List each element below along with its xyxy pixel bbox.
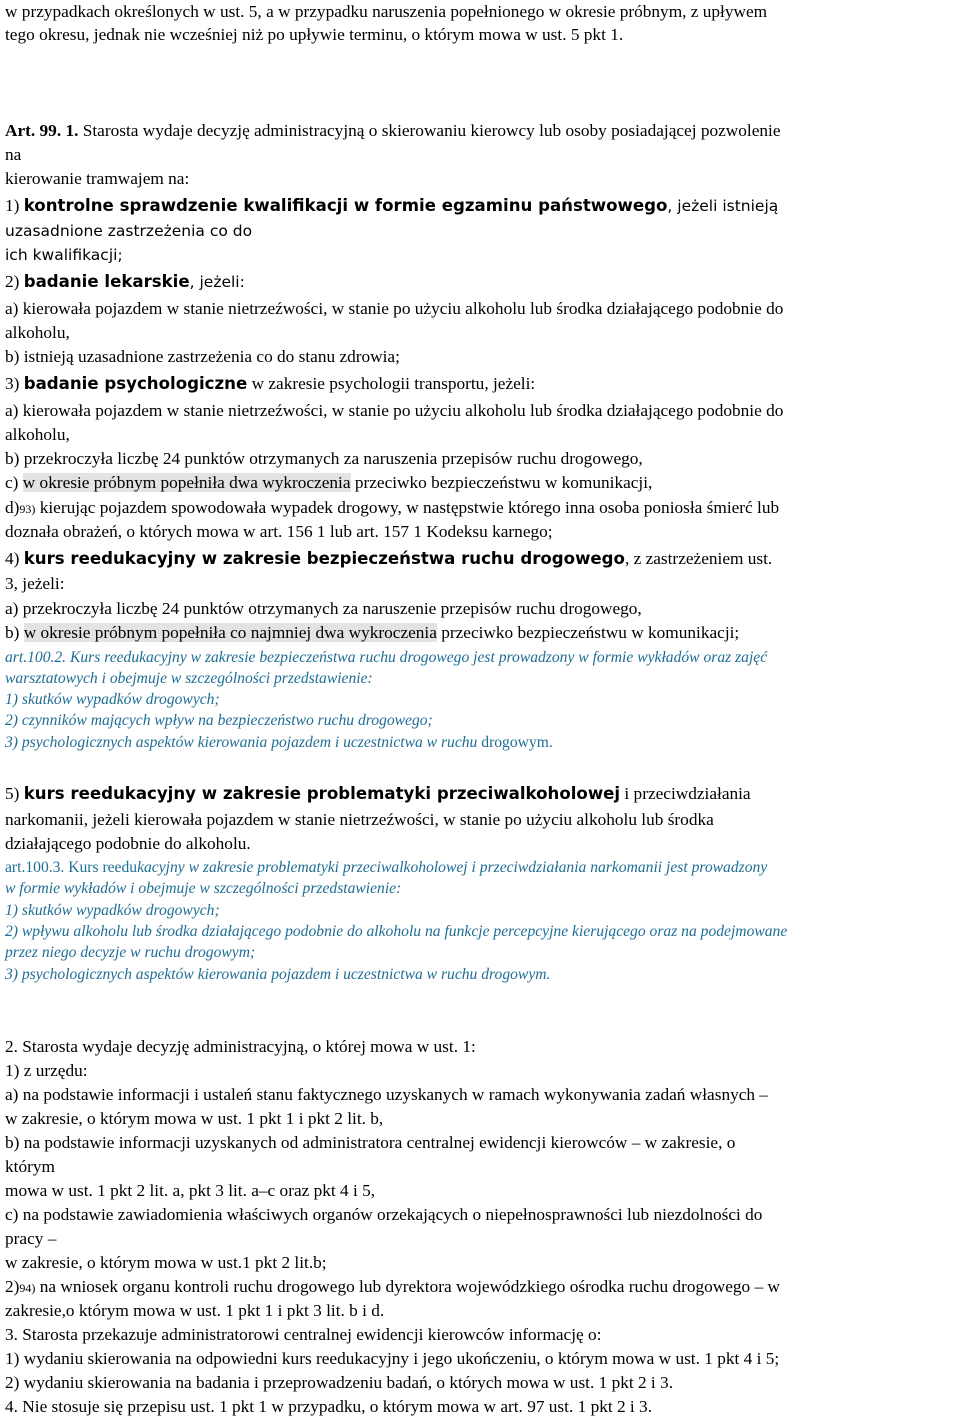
text-line: b) na podstawie informacji uzyskanych od administratora centralnej ewidencji kierowców – w zakresie, o [5, 1133, 736, 1152]
text-line: a) na podstawie informacji i ustaleń stanu faktycznego uzyskanych w ramach wykonywania zadań własnych – [5, 1085, 768, 1104]
text-line: b) przekroczyła liczbę 24 punktów otrzymanych za naruszenia przepisów ruchu drogowego, [5, 449, 643, 468]
text-line: tego okresu, jednak nie wcześniej niż po upływie terminu, o którym mowa w ust. 5 pkt 1. [5, 25, 624, 44]
text-line: w zakresie, o którym mowa w ust. 1 pkt 1 i pkt 2 lit. b, [5, 1109, 384, 1128]
list-marker: 2) [5, 1277, 20, 1296]
text-fragment: przeciwko bezpieczeństwu w komunikacji; [436, 623, 740, 642]
text-line: doznała obrażeń, o których mowa w art. 156 1 lub art. 157 1 Kodeksu karnego; [5, 522, 553, 541]
text-line [5, 471, 955, 495]
text-line: alkoholu, [5, 425, 70, 444]
text-line: 2) wydaniu skierowania na badania i przeprowadzeniu badań, o których mowa w ust. 1 pkt 2 i 3. [5, 1373, 674, 1392]
text-line: 3, jeżeli: [5, 574, 65, 593]
text-line: kierowanie tramwajem na: [5, 169, 190, 188]
text-fragment: i przeciwdziałania [620, 784, 751, 803]
text-line: uzasadnione zastrzeżenia co do [5, 222, 253, 240]
text-line [5, 782, 955, 806]
text-fragment: przeciwko bezpieczeństwu w komunikacji, [350, 473, 653, 492]
emphasis-term: kurs reedukacyjny w zakresie bezpieczeństwa ruchu drogowego [23, 549, 625, 568]
text-line: 2. Starosta wydaje decyzję administracyjną, o której mowa w ust. 1: [5, 1037, 476, 1056]
text-fragment: drogowym. [481, 734, 553, 751]
emphasis-term: badanie psychologiczne [23, 374, 248, 393]
text-line [5, 621, 955, 645]
list-marker: c) [5, 473, 23, 492]
list-marker: d) [5, 498, 20, 517]
text-line [5, 270, 955, 294]
text-line: a) kierowała pojazdem w stanie nietrzeźwości, w stanie po użyciu alkoholu lub środka działającego podobnie do [5, 299, 784, 318]
text-line [5, 1275, 955, 1300]
text-line: 3. Starosta przekazuje administratorowi centralnej ewidencji kierowców informację o: [5, 1325, 602, 1344]
list-marker: 1) [5, 196, 24, 215]
quoted-provision-line [5, 732, 955, 753]
text-fragment: , z zastrzeżeniem ust. [624, 549, 773, 568]
text-line: a) przekroczyła liczbę 24 punktów otrzymanych za naruszenie przepisów ruchu drogowego, [5, 599, 642, 618]
text-fragment: w zakresie psychologii transportu, jeżeli: [247, 374, 536, 393]
emphasis-term: badanie lekarskie [23, 272, 190, 291]
text-fragment: Starosta wydaje decyzję administracyjną o skierowaniu kierowcy lub osoby posiadającej pozwolenie [78, 121, 781, 140]
quoted-provision-line [5, 857, 955, 878]
footnote-marker: 93) [19, 502, 36, 516]
quoted-provision-line: art.100.2. Kurs reedukacyjny w zakresie bezpieczeństwa ruchu drogowego jest prowadzony w formie wykładów oraz zajęć [5, 649, 768, 666]
text-line: narkomanii, jeżeli kierowała pojazdem w stanie nietrzeźwości, w stanie po użyciu alkoholu lub środka [5, 810, 714, 829]
text-line [5, 194, 955, 218]
quoted-provision-line: 1) skutków wypadków drogowych; [5, 902, 220, 919]
text-line: 4. Nie stosuje się przepisu ust. 1 pkt 1 w przypadku, o którym mowa w art. 97 ust. 1 pkt 2 i 3. [5, 1397, 653, 1416]
text-line: ich kwalifikacji; [5, 246, 123, 264]
quoted-provision-line: przez niego decyzje w ruchu drogowym; [5, 944, 256, 961]
text-line: na [5, 145, 22, 164]
quoted-provision-line: 2) czynników mających wpływ na bezpieczeństwo ruchu drogowego; [5, 712, 433, 729]
quoted-provision-line: w formie wykładów i obejmuje w szczególności przedstawienie: [5, 880, 402, 897]
text-fragment: kierując pojazdem spowodowała wypadek drogowy, w następstwie którego inna osoba poniosła śmierć lub [35, 498, 780, 517]
text-line: b) istnieją uzasadnione zastrzeżenia co do stanu zdrowia; [5, 347, 400, 366]
quoted-provision-line: 1) skutków wypadków drogowych; [5, 691, 220, 708]
list-marker: 5) [5, 784, 24, 803]
text-line: zakresie,o którym mowa w ust. 1 pkt 1 i pkt 3 lit. b i d. [5, 1301, 385, 1320]
text-line: pracy – [5, 1229, 57, 1248]
text-line [5, 496, 955, 521]
text-line: którym [5, 1157, 55, 1176]
text-fragment: kacyjny w zakresie problematyki przeciwalkoholowej i przeciwdziałania narkomanii jest prowadzony [137, 859, 768, 876]
text-line: 1) wydaniu skierowania na odpowiedni kurs reedukacyjny i jego ukończeniu, o którym mowa w ust. 1 pkt 4 i 5; [5, 1349, 780, 1368]
text-fragment: na wniosek organu kontroli ruchu drogowego lub dyrektora wojewódzkiego ośrodka ruchu drogowego – w [35, 1277, 780, 1296]
article-number: Art. 99. 1. [5, 121, 79, 140]
text-line: w zakresie, o którym mowa w ust.1 pkt 2 lit.b; [5, 1253, 327, 1272]
text-fragment: 3) psychologicznych aspektów kierowania pojazdem i uczestnictwa w ruchu [5, 734, 482, 751]
emphasis-term: kurs reedukacyjny w zakresie problematyki przeciwalkoholowej [23, 784, 621, 803]
text-line [5, 372, 955, 396]
text-fragment: , jeżeli: [189, 273, 245, 291]
footnote-marker: 94) [19, 1281, 36, 1295]
emphasis-term: kontrolne sprawdzenie kwalifikacji w formie egzaminu państwowego [23, 196, 668, 215]
text-line: c) na podstawie zawiadomienia właściwych organów orzekających o niepełnosprawności lub niezdolności do [5, 1205, 763, 1224]
text-fragment: art.100.3. Kurs reedu [5, 859, 138, 876]
text-line: działającego podobnie do alkoholu. [5, 834, 251, 853]
highlighted-text: w okresie próbnym popełniła dwa wykroczenia [22, 473, 351, 492]
highlighted-text: w okresie próbnym popełniła co najmniej dwa wykroczenia [23, 623, 437, 642]
quoted-provision-line: 2) wpływu alkoholu lub środka działającego podobnie do alkoholu na funkcje percepcyjne kierującego oraz na podejmowane [5, 923, 788, 940]
article-99-heading-line [5, 119, 955, 143]
text-line: w przypadkach określonych w ust. 5, a w przypadku naruszenia popełnionego w okresie próbnym, z upływem [5, 2, 768, 21]
list-marker: 4) [5, 549, 24, 568]
quoted-provision-line: 3) psychologicznych aspektów kierowania pojazdem i uczestnictwa w ruchu drogowym. [5, 966, 551, 983]
text-line: 1) z urzędu: [5, 1061, 88, 1080]
text-line [5, 547, 955, 571]
list-marker: 3) [5, 374, 24, 393]
text-fragment: , jeżeli istnieją [667, 197, 779, 215]
list-marker: 2) [5, 272, 24, 291]
text-line: alkoholu, [5, 323, 70, 342]
text-line: mowa w ust. 1 pkt 2 lit. a, pkt 3 lit. a–c oraz pkt 4 i 5, [5, 1181, 376, 1200]
text-line: a) kierowała pojazdem w stanie nietrzeźwości, w stanie po użyciu alkoholu lub środka działającego podobnie do [5, 401, 784, 420]
list-marker: b) [5, 623, 24, 642]
quoted-provision-line: warsztatowych i obejmuje w szczególności przedstawienie: [5, 670, 373, 687]
